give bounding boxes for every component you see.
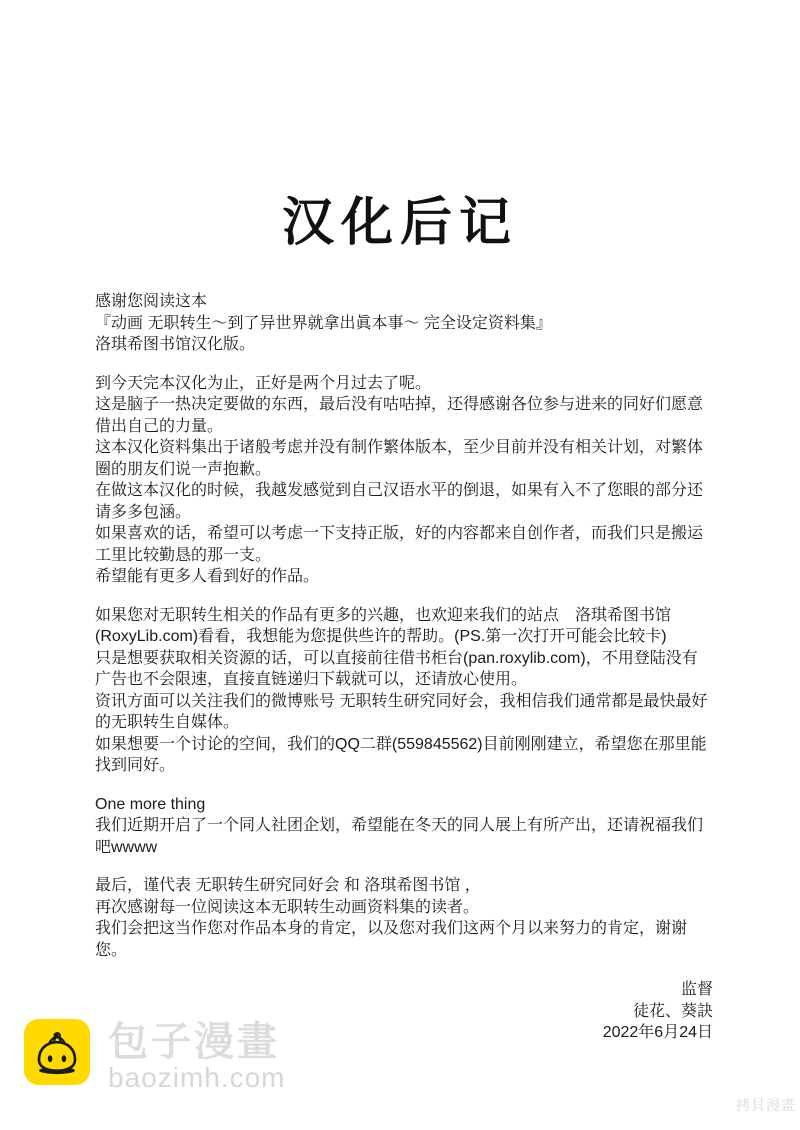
site-branding: [24, 1019, 286, 1093]
afterword-content: [95, 291, 713, 1044]
text-line: 洛琪希图书馆汉化版。: [95, 336, 256, 353]
paragraph: [95, 291, 713, 356]
page-title: 汉化后记: [281, 193, 518, 252]
copymanga-watermark: 拷貝漫畫: [736, 1097, 796, 1113]
text-line: One more thing: [95, 795, 206, 813]
text-line: 资讯方面可以关注我们的微博账号 无职转生研究同好会，我相信我们通常都是最快最好的无职转生自媒体。: [95, 692, 708, 731]
text-line: 如果您对无职转生相关的作品有更多的兴趣，也欢迎来我们的站点 洛琪希图书馆(RoxyLib.com)看看，我想能为您提供些许的帮助。(PS.第一次打开可能会比较卡): [95, 606, 672, 645]
text-line: 最后，谨代表 无职转生研究同好会 和 洛琪希图书馆 ，: [95, 877, 481, 894]
paragraph: [95, 373, 713, 588]
text-line: 只是想要获取相关资源的话，可以直接前往借书柜台(pan.roxylib.com)，不用登陆没有广告也不会限速，直接直链递归下载就可以，还请放心使用。: [95, 649, 698, 688]
text-line: 在做这本汉化的时候，我越发感觉到自己汉语水平的倒退，如果有入不了您眼的部分还请多多包涵。: [95, 482, 704, 521]
text-line: 感谢您阅读这本: [95, 293, 208, 310]
text-line: 到今天完本汉化为止，正好是两个月过去了呢。: [95, 374, 432, 392]
brand-text: [108, 1021, 286, 1093]
text-line: 再次感谢每一位阅读这本无职转生动画资料集的读者。: [95, 898, 480, 916]
text-line: 『动画 无职转生～到了异世界就拿出眞本事～ 完全设定资料集』: [95, 314, 552, 332]
signature-date: 2022年6月24日: [602, 1024, 713, 1041]
signature-role: 监督: [680, 981, 713, 998]
brand-site-domain: baozimh.com: [108, 1062, 286, 1093]
text-line: 如果想要一个讨论的空间，我们的QQ二群(559845562)目前刚刚建立，希望您在那里能找到同好。: [95, 735, 707, 774]
text-line: 如果喜欢的话，希望可以考虑一下支持正版，好的内容都来自创作者，而我们只是搬运工里比较勤恳的那一支。: [95, 525, 704, 564]
baozi-logo-icon: [24, 1019, 90, 1085]
paragraph: [95, 605, 713, 777]
paragraph: [95, 875, 713, 961]
paragraph: [95, 794, 713, 859]
brand-site-name: 包子漫畫: [108, 1020, 280, 1064]
text-line: 希望能有更多人看到好的作品。: [95, 568, 320, 585]
text-line: 这是脑子一热决定要做的东西，最后没有咕咕掉，还得感谢各位参与进来的同好们愿意借出自己的力量。: [95, 396, 704, 435]
text-line: 我们近期开启了一个同人社团企划，希望能在冬天的同人展上有所产出，还请祝福我们吧wwww: [95, 817, 704, 856]
text-line: 这本汉化资料集出于诸般考虑并没有制作繁体版本，至少目前并没有相关计划，对繁体圈的朋友们说一声抱歉。: [95, 439, 704, 478]
text-line: 我们会把这当作您对作品本身的肯定，以及您对我们这两个月以来努力的肯定，谢谢您。: [95, 920, 688, 959]
signature-names: 徒花、葵訣: [632, 1002, 713, 1020]
afterword-body: [95, 291, 713, 961]
